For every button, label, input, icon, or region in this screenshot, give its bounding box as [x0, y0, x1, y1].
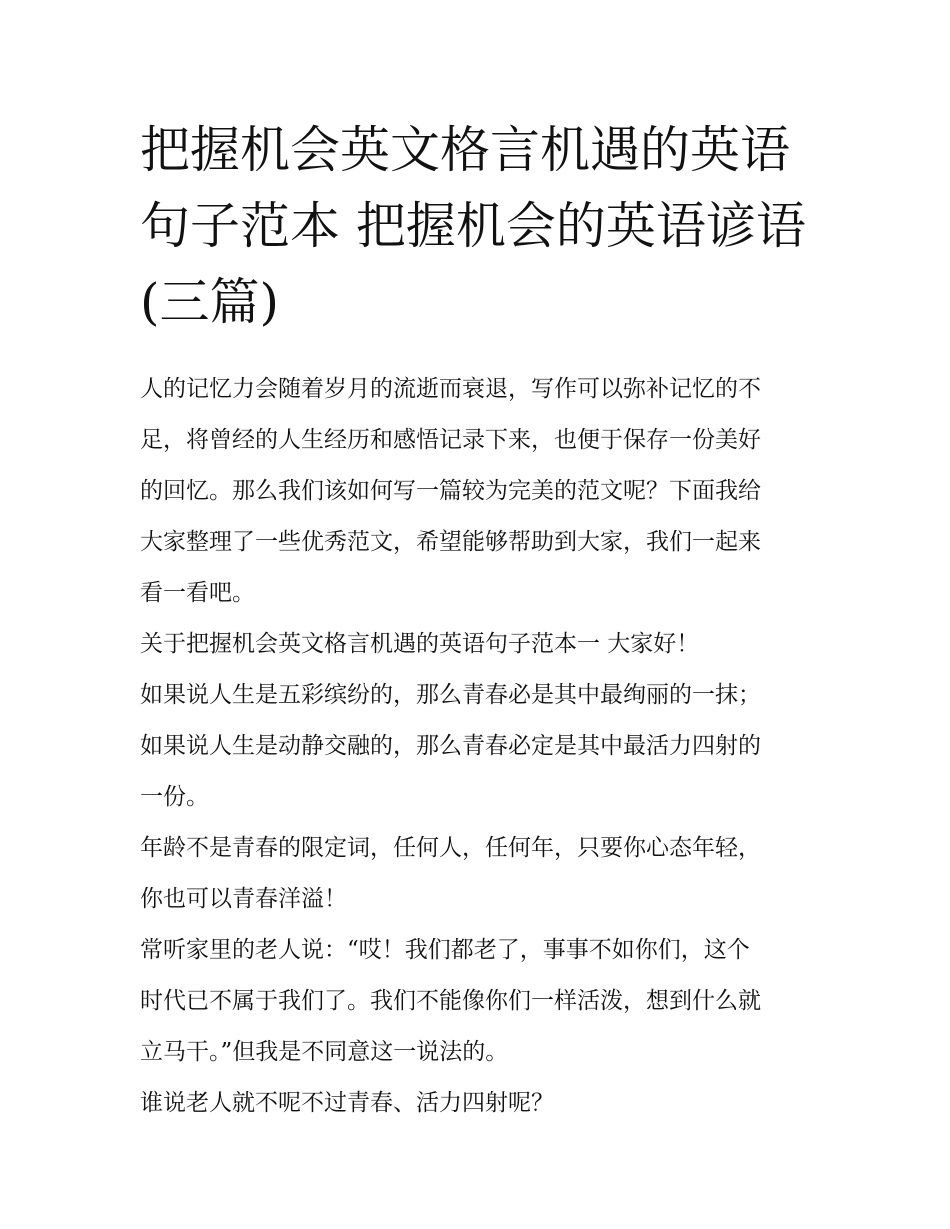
paragraph-age [140, 823, 812, 925]
text-line: 如果说人生是动静交融的，那么青春必定是其中最活力四射的 [140, 733, 761, 759]
document-title [140, 112, 812, 340]
paragraph-question [140, 1078, 812, 1129]
document-content [140, 112, 812, 1129]
text-line: 足，将曾经的人生经历和感悟记录下来，也便于保存一份美好 [140, 427, 761, 453]
text-line: 常听家里的老人说：“哎！我们都老了，事事不如你们，这个 [140, 937, 750, 963]
text-line: 人的记忆力会随着岁月的流逝而衰退，写作可以弥补记忆的不 [140, 376, 761, 402]
text-line: 如果说人生是五彩缤纷的，那么青春必是其中最绚丽的一抹； [140, 682, 761, 708]
text-line: 大家整理了一些优秀范文，希望能够帮助到大家，我们一起来 [140, 529, 761, 555]
text-line: 关于把握机会英文格言机遇的英语句子范本一 大家好！ [140, 631, 700, 657]
paragraph-intro [140, 364, 812, 619]
text-line: 你也可以青春洋溢！ [140, 886, 347, 912]
text-line: 一份。 [140, 784, 209, 810]
document-body [140, 364, 812, 1129]
title-line: 把握机会英文格言机遇的英语 [140, 121, 790, 179]
title-line: 句子范本 把握机会的英语谚语 [140, 197, 806, 255]
text-line: 时代已不属于我们了。我们不能像你们一样活泼，想到什么就 [140, 988, 761, 1014]
paragraph-elders-quote [140, 925, 812, 1078]
paragraph-section-heading [140, 619, 812, 670]
text-line: 立马干。”但我是不同意这一说法的。 [140, 1039, 509, 1065]
title-line: (三篇) [140, 273, 280, 331]
text-line: 看一看吧。 [140, 580, 255, 606]
text-line: 年龄不是青春的限定词，任何人，任何年，只要你心态年轻， [140, 835, 761, 861]
text-line: 谁说老人就不呢不过青春、活力四射呢？ [140, 1090, 554, 1116]
text-line: 的回忆。那么我们该如何写一篇较为完美的范文呢？下面我给 [140, 478, 761, 504]
paragraph-youth-metaphor [140, 670, 812, 823]
